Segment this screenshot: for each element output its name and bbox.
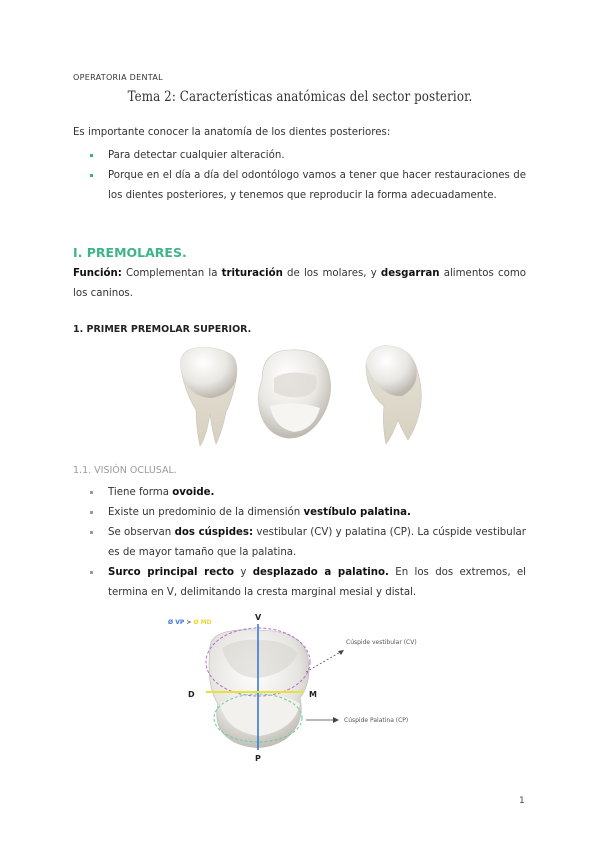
list-item [73, 483, 526, 503]
function-label: Función: [73, 268, 122, 279]
function-bold: trituración [221, 268, 283, 279]
function-text: Complementan la [121, 268, 222, 279]
list-item: Para detectar cualquier alteración. [73, 146, 526, 166]
item-bold: ovoide. [172, 487, 215, 498]
label-p: P [255, 754, 261, 763]
function-text: alimentos como los caninos. [73, 268, 526, 299]
occlusal-diagram [160, 608, 450, 770]
cv-arrowhead [338, 650, 344, 655]
tooth-occlusal-view [258, 350, 330, 438]
function-bold: desgarran [380, 268, 440, 279]
list-item: Porque en el día a día del odontólogo vamos a tener que hacer restauraciones de los dientes posteriores, y tenemos que reproducir la forma adecuadamente. [73, 166, 526, 206]
list-item [73, 503, 526, 523]
item-text: vestibular (CV) y palatina (CP). La cúspide vestibular es de mayor tamaño que la palatina. [108, 527, 526, 558]
function-text: de los molares, y [282, 268, 381, 279]
list-item [73, 563, 526, 603]
legend-md: Ø MD [193, 619, 212, 626]
legend-vp: Ø VP [168, 619, 185, 626]
occlusal-list [73, 483, 526, 603]
page-number: 1 [519, 796, 525, 806]
label-cp: Cúspide Palatina (CP) [344, 717, 409, 724]
cv-pointer [306, 650, 344, 672]
item-bold: desplazado a palatino. [252, 567, 389, 578]
item-text: Se observan [108, 527, 175, 538]
item-text: Tiene forma [108, 487, 173, 498]
page-title: Tema 2: Características anatómicas del sector posterior. [127, 89, 473, 105]
item-text: y [234, 567, 253, 578]
item-bold: Surco principal recto [108, 567, 235, 578]
function-paragraph [73, 264, 526, 304]
label-d: D [188, 690, 195, 699]
item-text: Existe un predominio de la dimensión [108, 507, 304, 518]
legend-gt: > [184, 619, 194, 626]
intro-block [73, 123, 526, 206]
list-item [73, 523, 526, 563]
occlusal-list-block [73, 483, 526, 603]
section-heading-premolares: I. PREMOLARES. [73, 245, 187, 260]
occlusal-heading: 1.1. VISIÓN OCLUSAL. [73, 465, 177, 476]
tooth-mesial-view [366, 346, 421, 444]
intro-lead: Es importante conocer la anatomía de los dientes posteriores: [73, 127, 391, 138]
subsection-heading: 1. PRIMER PREMOLAR SUPERIOR. [73, 324, 252, 335]
item-text: En los dos extremos, el termina en V, delimitando la cresta marginal mesial y distal. [108, 567, 527, 598]
course-header: OPERATORIA DENTAL [73, 73, 163, 82]
label-m: M [309, 690, 317, 699]
item-bold: dos cúspides: [174, 527, 254, 538]
label-v: V [255, 613, 262, 622]
tooth-occlusal-diagram [209, 630, 309, 748]
cp-arrowhead [333, 717, 339, 723]
intro-list [73, 146, 526, 206]
label-cv: Cúspide vestibular (CV) [346, 639, 417, 646]
item-bold: vestíbulo palatina. [303, 507, 411, 518]
legend [168, 619, 212, 626]
tooth-images [170, 340, 440, 452]
tooth-lateral-view [181, 348, 237, 447]
